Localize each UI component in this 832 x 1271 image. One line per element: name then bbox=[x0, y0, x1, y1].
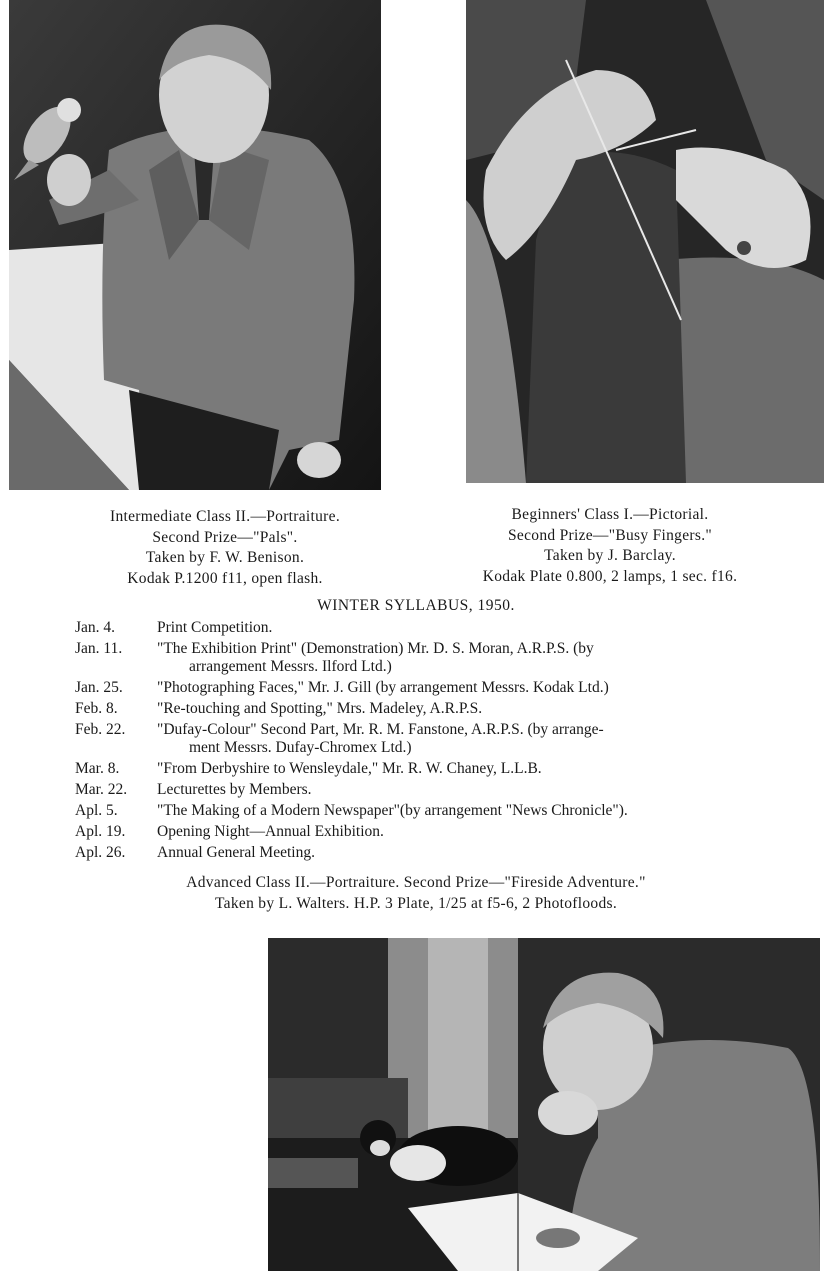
syllabus-event: "Re-touching and Spotting," Mrs. Madeley, A.R.P.S. bbox=[157, 700, 483, 717]
syllabus-date: Feb. 22. bbox=[75, 721, 126, 738]
syllabus-event: Opening Night—Annual Exhibition. bbox=[157, 823, 384, 840]
caption-pals-exposure: Kodak P.1200 f11, open flash. bbox=[127, 569, 323, 587]
syllabus-date: Jan. 11. bbox=[75, 640, 123, 657]
syllabus-date: Mar. 8. bbox=[75, 760, 120, 777]
caption-busy-exposure: Kodak Plate 0.800, 2 lamps, 1 sec. f16. bbox=[482, 567, 738, 585]
syllabus-date: Apl. 19. bbox=[75, 823, 126, 840]
syllabus-date: Jan. 4. bbox=[75, 619, 116, 636]
caption-fireside-class: Advanced Class II.—Portraiture. Second Prize—"Fireside Adventure." bbox=[186, 874, 646, 891]
syllabus-item bbox=[75, 760, 755, 778]
syllabus-item bbox=[75, 640, 755, 676]
syllabus-event: Lecturettes by Members. bbox=[157, 781, 312, 798]
syllabus-date: Mar. 22. bbox=[75, 781, 128, 798]
syllabus-item bbox=[75, 700, 755, 718]
photo-busy-fingers bbox=[466, 0, 824, 483]
caption-busy-prize: Second Prize—"Busy Fingers." bbox=[507, 526, 713, 544]
caption-fireside-adventure bbox=[0, 872, 832, 914]
caption-pals-photographer: Taken by F. W. Benison. bbox=[145, 549, 305, 566]
caption-busy-class: Beginners' Class I.—Pictorial. bbox=[511, 506, 709, 523]
syllabus-item bbox=[75, 823, 755, 841]
photo-fireside-adventure bbox=[268, 938, 820, 1271]
syllabus-event: "The Exhibition Print" (Demonstration) Mr. D. S. Moran, A.R.P.S. (by bbox=[157, 640, 594, 657]
syllabus-event: Annual General Meeting. bbox=[157, 844, 315, 861]
caption-fireside-details: Taken by L. Walters. H.P. 3 Plate, 1/25 at f5-6, 2 Photofloods. bbox=[214, 895, 618, 912]
caption-pals-class: Intermediate Class II.—Portraiture. bbox=[109, 508, 340, 525]
syllabus-item bbox=[75, 679, 755, 697]
syllabus-item bbox=[75, 619, 755, 637]
syllabus-item bbox=[75, 802, 755, 820]
syllabus-list bbox=[75, 619, 755, 865]
syllabus-event: "The Making of a Modern Newspaper"(by arrangement "News Chronicle"). bbox=[157, 802, 628, 819]
syllabus-item bbox=[75, 844, 755, 862]
photo-pals bbox=[9, 0, 381, 490]
caption-pals bbox=[60, 507, 390, 589]
caption-pals-prize: Second Prize—"Pals". bbox=[152, 528, 298, 546]
syllabus-event: "From Derbyshire to Wensleydale," Mr. R. W. Chaney, L.L.B. bbox=[157, 760, 542, 777]
syllabus-event: "Photographing Faces," Mr. J. Gill (by arrangement Messrs. Kodak Ltd.) bbox=[157, 679, 609, 696]
syllabus-event-continued: ment Messrs. Dufay-Chromex Ltd.) bbox=[189, 739, 412, 756]
syllabus-item bbox=[75, 721, 755, 757]
caption-busy-photographer: Taken by J. Barclay. bbox=[544, 547, 676, 564]
syllabus-date: Jan. 25. bbox=[75, 679, 123, 696]
syllabus-date: Feb. 8. bbox=[75, 700, 118, 717]
syllabus-event: "Dufay-Colour" Second Part, Mr. R. M. Fanstone, A.R.P.S. (by arrange- bbox=[157, 721, 604, 738]
caption-busy-fingers bbox=[440, 505, 780, 587]
syllabus-title: WINTER SYLLABUS, 1950. bbox=[317, 597, 515, 614]
syllabus-date: Apl. 5. bbox=[75, 802, 118, 819]
syllabus-item bbox=[75, 781, 755, 799]
syllabus-date: Apl. 26. bbox=[75, 844, 126, 861]
syllabus-event-continued: arrangement Messrs. Ilford Ltd.) bbox=[189, 658, 392, 675]
syllabus-event: Print Competition. bbox=[157, 619, 273, 636]
